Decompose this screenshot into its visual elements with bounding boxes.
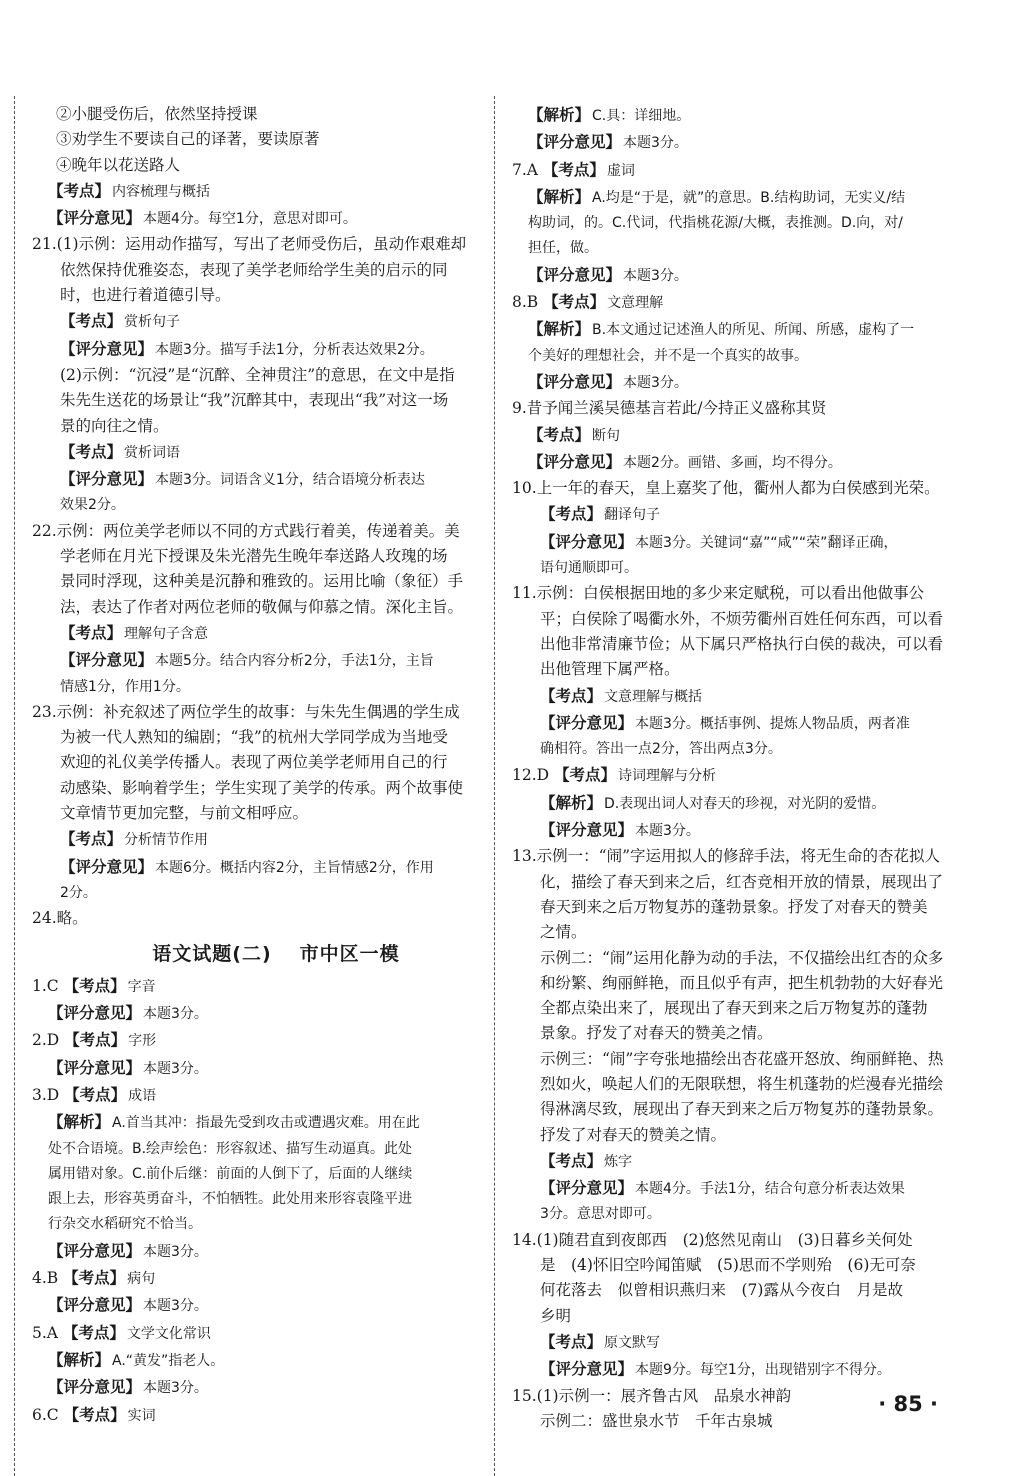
scoring-tag: 【评分意见】 (60, 338, 154, 358)
answer-line: (2)示例：“沉浸”是“沉醉、全神贯注”的意思，在文中是指 (60, 365, 455, 384)
scoring-text: 本题6分。概括内容2分，主旨情感2分，作用 (155, 859, 434, 876)
answer-line: 烈如火，唤起人们的无限联想，将生机蓬勃的烂漫春光描绘 (540, 1074, 944, 1093)
scoring-line (512, 262, 948, 289)
kaodian-text: 虚词 (606, 162, 635, 179)
kaodian-tag: 【考点】 (542, 159, 605, 179)
scoring-tag: 【评分意见】 (540, 1178, 634, 1198)
left-column (32, 102, 480, 1429)
kaodian-text: 断句 (592, 427, 621, 444)
answer-line (512, 157, 948, 184)
scoring-tag: 【评分意见】 (528, 451, 622, 471)
analysis-tag: 【解析】 (48, 1112, 111, 1132)
kaodian-text: 成语 (128, 1087, 157, 1104)
answer-number: 4.B (32, 1269, 59, 1288)
scoring-text: 3分。意思对即可。 (540, 1206, 661, 1223)
answer-line (32, 1027, 480, 1054)
answer-line: 出他管理下属严格。 (540, 660, 680, 679)
kaodian-line (512, 501, 948, 528)
kaodian-text: 内容梳理与概括 (112, 183, 211, 200)
answer-line (512, 762, 948, 789)
answer-line: 14.(1)随君直到夜郎西 (2)悠然见南山 (3)日暮乡关何处 (512, 1230, 913, 1249)
scoring-text: 本题4分。手法1分，结合句意分析表达效果 (635, 1181, 905, 1198)
answer-line (32, 1402, 480, 1429)
scoring-text: 本题3分。 (143, 1380, 208, 1397)
answer-line: 文章情节更加完整，与前文相呼应。 (60, 804, 309, 823)
answer-line: 15.(1)示例一：展齐鲁古风 品泉水神韵 (512, 1386, 792, 1405)
answer-line: 9.昔予闻兰溪吴德基言若此/今持正义盛称其贤 (512, 399, 827, 418)
scoring-line (32, 854, 480, 881)
answer-line: 化，描绘了春天到来之后，红杏竞相开放的情景，展现出了 (540, 872, 944, 891)
scoring-line (32, 336, 480, 363)
kaodian-tag: 【考点】 (48, 180, 111, 200)
answer-line: 示例二：盛世泉水节 千年古泉城 (540, 1411, 773, 1430)
answer-line: 景的向往之情。 (60, 416, 169, 435)
answer-line: 出他非常清廉节俭；从下属只严格执行白侯的裁决，可以看 (540, 634, 944, 653)
scoring-text: 本题3分。 (635, 823, 700, 840)
answer-line: ②小腿受伤后，依然坚持授课 (56, 105, 258, 123)
scoring-text: 本题3分。 (623, 267, 688, 284)
kaodian-text: 理解句子含意 (124, 625, 209, 642)
kaodian-line (32, 620, 480, 647)
analysis-text: D.表现出词人对春天的珍视，对光阴的爱惜。 (604, 795, 886, 812)
kaodian-text: 诗词理解与分析 (618, 768, 717, 785)
answer-number: 7.A (512, 160, 538, 179)
answer-number: 6.C (32, 1405, 59, 1424)
kaodian-tag: 【考点】 (63, 1404, 126, 1424)
scoring-line (32, 1238, 480, 1265)
kaodian-tag: 【考点】 (64, 1084, 127, 1104)
kaodian-text: 文意理解 (607, 295, 664, 312)
scoring-tag: 【评分意见】 (540, 820, 634, 840)
kaodian-tag: 【考点】 (63, 1268, 126, 1288)
scoring-line (32, 1055, 480, 1082)
scoring-tag: 【评分意见】 (48, 208, 142, 228)
answer-line: 学老师在月光下授课及朱光潜先生晚年奉送路人玫瑰的场 (60, 547, 448, 566)
kaodian-text: 病句 (127, 1271, 156, 1288)
kaodian-text: 实词 (127, 1407, 156, 1424)
answer-line: 全都点染出来了，展现出了春天到来之后万物复苏的蓬勃 (540, 999, 928, 1018)
analysis-text: A.“黄发”指老人。 (112, 1352, 225, 1369)
answer-number: 8.B (512, 293, 539, 312)
analysis-text: 构助词，的。C.代词，代指桃花源/大概，表推测。D.向，对/ (528, 215, 903, 232)
kaodian-tag: 【考点】 (554, 765, 617, 785)
kaodian-tag: 【考点】 (60, 441, 123, 461)
scoring-line (512, 369, 948, 396)
scoring-line (32, 1000, 480, 1027)
kaodian-line (32, 826, 480, 853)
heading-subtitle: 市中区一模 (299, 942, 400, 965)
kaodian-text: 炼字 (604, 1153, 633, 1170)
scoring-text: 本题3分。 (623, 374, 688, 391)
scoring-text: 本题3分。 (623, 135, 688, 152)
kaodian-line (32, 308, 480, 335)
kaodian-line (512, 1148, 948, 1175)
analysis-text: C.具：详细地。 (592, 108, 691, 124)
kaodian-text: 字音 (127, 978, 156, 995)
analysis-tag: 【解析】 (528, 105, 591, 124)
analysis-line (512, 102, 948, 129)
scoring-tag: 【评分意见】 (48, 1240, 142, 1260)
answer-line: 是 (4)怀旧空吟闻笛赋 (5)思而不学则殆 (6)无可奈 (540, 1256, 916, 1275)
analysis-tag: 【解析】 (48, 1349, 111, 1369)
scoring-tag: 【评分意见】 (540, 531, 634, 551)
analysis-text: 个美好的理想社会，并不是一个真实的故事。 (528, 347, 808, 364)
answer-line (32, 1320, 480, 1347)
kaodian-text: 原文默写 (604, 1334, 661, 1351)
answer-line: 和纷繁、绚丽鲜艳，而且似乎有声，把生机勃勃的大好春光 (540, 973, 944, 992)
analysis-text: 担任，做。 (528, 240, 598, 257)
scoring-text: 本题3分。描写手法1分，分析表达效果2分。 (155, 341, 434, 358)
scoring-text: 语句通顺即可。 (540, 560, 638, 577)
kaodian-tag: 【考点】 (543, 292, 606, 312)
answer-line: 21.(1)示例：运用动作描写，写出了老师受伤后，虽动作艰难却 (32, 235, 467, 254)
scoring-tag: 【评分意见】 (528, 371, 622, 391)
kaodian-text: 赏析句子 (124, 314, 181, 331)
kaodian-tag: 【考点】 (60, 622, 123, 642)
scoring-tag: 【评分意见】 (48, 1377, 142, 1397)
analysis-text: 属用错对象。C.前仆后继：前面的人倒下了，后面的人继续 (48, 1165, 413, 1182)
answer-line (32, 1265, 480, 1292)
binding-margin-left (14, 96, 27, 1476)
scoring-tag: 【评分意见】 (48, 1057, 142, 1077)
answer-line: 乡明 (540, 1306, 572, 1325)
analysis-line (512, 790, 948, 817)
answer-line: 景象。抒发了对春天的赞美之情。 (540, 1024, 773, 1043)
answer-line: 春天到来之后万物复苏的蓬勃景象。抒发了对春天的赞美 (540, 897, 928, 916)
scoring-tag: 【评分意见】 (60, 469, 154, 489)
answer-line: 11.示例：白侯根据田地的多少来定赋税，可以看出他做事公 (512, 584, 925, 603)
answer-line: 示例三：“闹”字夸张地描绘出杏花盛开怒放、绚丽鲜艳、热 (540, 1049, 944, 1068)
answer-line (32, 1082, 480, 1109)
scoring-line (512, 710, 948, 737)
answer-number: 12.D (512, 766, 550, 785)
scoring-line (32, 466, 480, 493)
page-number: · 85 · (878, 1392, 938, 1416)
kaodian-tag: 【考点】 (60, 829, 123, 849)
scoring-line (512, 449, 948, 476)
scoring-line (32, 205, 480, 232)
answer-line: 平；白侯除了喝衢水外，不烦劳衢州百姓任何东西，可以看 (540, 609, 944, 628)
kaodian-text: 文意理解与概括 (604, 688, 703, 705)
answer-line: 24.略。 (32, 909, 88, 928)
kaodian-text: 字形 (128, 1033, 157, 1050)
scoring-tag: 【评分意见】 (60, 650, 154, 670)
answer-line: ④晚年以花送路人 (56, 155, 181, 174)
scoring-text: 本题2分。画错、多画，均不得分。 (623, 454, 842, 471)
analysis-line (512, 316, 948, 343)
scoring-text: 2分。 (60, 884, 97, 901)
scoring-line (512, 529, 948, 556)
column-divider (494, 96, 507, 1476)
kaodian-text: 翻译句子 (604, 507, 661, 524)
kaodian-tag: 【考点】 (540, 685, 603, 705)
answer-number: 5.A (32, 1323, 58, 1342)
analysis-line (32, 1347, 480, 1374)
analysis-tag: 【解析】 (528, 319, 591, 339)
answer-line: 之情。 (540, 923, 587, 942)
scoring-tag: 【评分意见】 (528, 264, 622, 284)
scoring-line (32, 647, 480, 674)
scoring-line (32, 1292, 480, 1319)
answer-line: 景同时浮现，这种美是沉静和雅致的。运用比喻（象征）手 (60, 572, 464, 591)
kaodian-text: 分析情节作用 (124, 832, 209, 849)
answer-line: 朱先生送花的场景让“我”沉醉其中，表现出“我”对这一场 (60, 391, 449, 410)
analysis-text: 处不合语境。B.绘声绘色：形容叙述、描写生动逼真。此处 (48, 1140, 413, 1157)
answer-line: 示例二：“闹”运用化静为动的手法，不仅描绘出红杏的众多 (540, 948, 944, 967)
scoring-tag: 【评分意见】 (540, 712, 634, 732)
answer-line: 抒发了对春天的赞美之情。 (540, 1125, 727, 1144)
answer-line: 得淋漓尽致，展现出了春天到来之后万物复苏的蓬勃景象。 (540, 1100, 944, 1119)
analysis-text: A.均是“于是，就”的意思。B.结构助词，无实义/结 (592, 189, 906, 206)
answer-line: 何花落去 似曾相识燕归来 (7)露从今夜白 月是故 (540, 1281, 903, 1300)
scoring-text: 本题3分。 (143, 1298, 208, 1315)
scoring-line (32, 1374, 480, 1401)
right-column (512, 102, 948, 1434)
kaodian-tag: 【考点】 (540, 1150, 603, 1170)
section-heading (32, 942, 480, 967)
analysis-line (32, 1109, 480, 1136)
scoring-tag: 【评分意见】 (540, 1359, 634, 1379)
kaodian-tag: 【考点】 (540, 504, 603, 524)
answer-line: 法，表达了作者对两位老师的敬佩与仰慕之情。深化主旨。 (60, 597, 464, 616)
answer-line: 为被一代人熟知的编剧；“我”的杭州大学同学成为当地受 (60, 728, 448, 747)
scoring-line (512, 129, 948, 156)
analysis-text: 行杂交水稻研究不恰当。 (48, 1216, 202, 1233)
analysis-tag: 【解析】 (540, 792, 603, 812)
kaodian-line (512, 1329, 948, 1356)
scoring-text: 本题3分。词语含义1分，结合语境分析表达 (155, 472, 425, 489)
answer-line: 23.示例：补充叙述了两位学生的故事：与朱先生偶遇的学生成 (32, 702, 460, 721)
scoring-text: 效果2分。 (60, 497, 125, 514)
scoring-tag: 【评分意见】 (60, 856, 154, 876)
analysis-line (512, 184, 948, 211)
kaodian-tag: 【考点】 (63, 975, 126, 995)
analysis-text: A.首当其冲：指最先受到攻击或遭遇灾难。用在此 (112, 1115, 420, 1132)
kaodian-tag: 【考点】 (64, 1030, 127, 1050)
kaodian-line (32, 178, 480, 205)
scoring-tag: 【评分意见】 (528, 132, 622, 152)
analysis-tag: 【解析】 (528, 186, 591, 206)
answer-line: 13.示例一：“闹”字运用拟人的修辞手法，将无生命的杏花拟人 (512, 847, 941, 866)
answer-line: ③劝学生不要读自己的译著，要读原著 (56, 130, 320, 149)
kaodian-tag: 【考点】 (540, 1331, 603, 1351)
scoring-text: 本题3分。 (143, 1006, 208, 1023)
kaodian-tag: 【考点】 (62, 1322, 125, 1342)
scoring-line (512, 1356, 948, 1383)
answer-line: 依然保持优雅姿态，表现了美学老师给学生美的启示的同 (60, 260, 448, 279)
answer-line: 动感染、影响着学生；学生实现了美学的传承。两个故事使 (60, 778, 464, 797)
answer-number: 2.D (32, 1031, 60, 1050)
scoring-text: 确相符。答出一点2分，答出两点3分。 (540, 741, 782, 758)
answer-number: 1.C (32, 976, 59, 995)
answer-line: 10.上一年的春天，皇上嘉奖了他，衢州人都为白侯感到光荣。 (512, 479, 940, 498)
scoring-text: 本题3分。关键词“嘉”“咸”“荣”翻译正确， (635, 534, 898, 551)
scoring-text: 本题4分。每空1分，意思对即可。 (143, 211, 357, 228)
analysis-text: B.本文通过记述渔人的所见、所闻、所感，虚构了一 (592, 322, 915, 339)
kaodian-line (512, 422, 948, 449)
scoring-line (512, 817, 948, 844)
kaodian-tag: 【考点】 (528, 424, 591, 444)
scoring-text: 本题5分。结合内容分析2分，手法1分，主旨 (155, 653, 434, 670)
scoring-tag: 【评分意见】 (48, 1295, 142, 1315)
scoring-text: 情感1分，作用1分。 (60, 678, 190, 695)
kaodian-tag: 【考点】 (60, 311, 123, 331)
answer-line: 22.示例：两位美学老师以不同的方式践行着美，传递着美。美 (32, 521, 460, 540)
answer-line: 欢迎的礼仪美学传播人。表现了两位美学老师用自己的行 (60, 753, 448, 772)
scoring-tag: 【评分意见】 (48, 1003, 142, 1023)
kaodian-line (32, 439, 480, 466)
kaodian-text: 赏析词语 (124, 444, 181, 461)
answer-number: 3.D (32, 1085, 60, 1104)
scoring-text: 本题9分。每空1分，出现错别字不得分。 (635, 1362, 891, 1379)
kaodian-text: 文学文化常识 (126, 1325, 211, 1342)
answer-line (512, 289, 948, 316)
scoring-text: 本题3分。概括事例、提炼人物品质，两者准 (635, 715, 910, 732)
answer-line (32, 973, 480, 1000)
scoring-text: 本题3分。 (143, 1060, 208, 1077)
scoring-line (512, 1175, 948, 1202)
scoring-text: 本题3分。 (143, 1243, 208, 1260)
analysis-text: 跟上去，形容英勇奋斗，不怕牺牲。此处用来形容袁隆平进 (48, 1191, 412, 1208)
heading-title: 语文试题(二) (152, 942, 272, 965)
answer-line: 时，也进行着道德引导。 (60, 286, 231, 305)
kaodian-line (512, 683, 948, 710)
